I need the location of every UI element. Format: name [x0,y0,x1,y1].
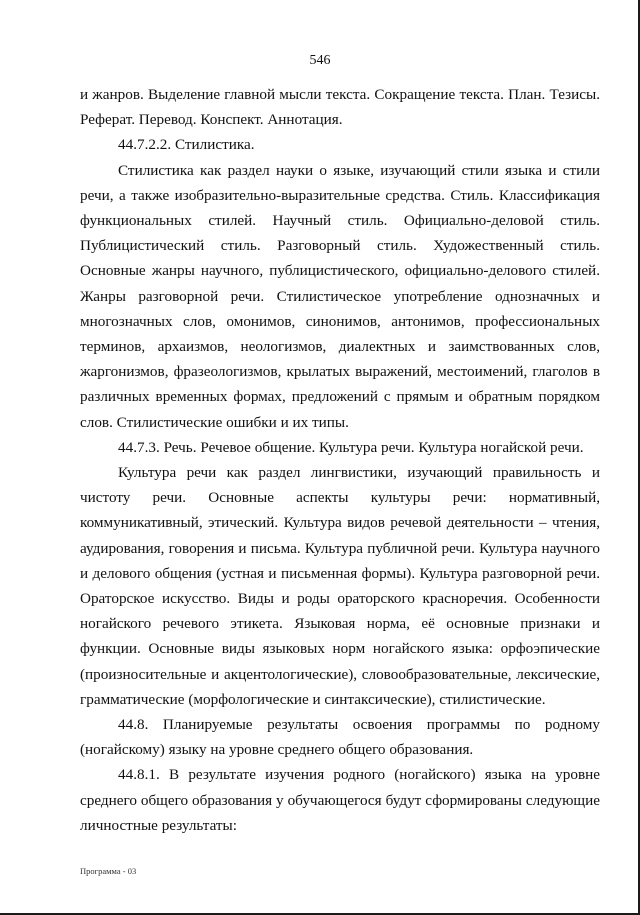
paragraph-planned-results: 44.8. Планируемые результаты освоения программы по родному (ногайскому) языку на уровне среднего общего образования. [80,716,600,759]
page-number: 546 [309,53,331,68]
paragraph-continuation: и жанров. Выделение главной мысли текста. Сокращение текста. План. Тезисы. Реферат. Перевод. Конспект. Аннотация. [80,86,600,129]
paragraph-personal-results: 44.8.1. В результате изучения родного (ногайского) языка на уровне среднего общего образования у обучающегося будут сформированы следующие личностные результаты: [80,766,600,834]
footer-label: Программа - 03 [80,866,137,876]
section-heading-speech-culture: 44.7.3. Речь. Речевое общение. Культура речи. Культура ногайской речи. [118,438,584,456]
paragraph-stylistics: Стилистика как раздел науки о языке, изучающий стили языка и стили речи, а также изобразительно-выразительные средства. Стиль. Классификация функциональных стилей. Научный стиль. Официально-деловой стиль. Публицистический стиль. Разговорный стиль. Художественный стиль. Основные жанры научного, публицистического, официально-делового стилей. Жанры разговорной речи. Стилистическое употребление однозначных и многозначных слов, омонимов, синонимов, антонимов, профессиональных терминов, архаизмов, неологизмов, диалектных и заимствованных слов, жаргонизмов, фразеологизмов, крылатых выражений, местоимений, глаголов в различных временных формах, предложений с прямым и обратным порядком слов. Стилистические ошибки и их типы. [80,161,600,431]
document-body [80,82,600,838]
paragraph-speech-culture: Культура речи как раздел лингвистики, изучающий правильность и чистоту речи. Основные аспекты культуры речи: нормативный, коммуникативный, этический. Культура видов речевой деятельности – чтения, аудирования, говорения и письма. Культура публичной речи. Культура научного и делового общения (устная и письменная формы). Культура разговорной речи. Ораторское искусство. Виды и роды ораторского красноречия. Особенности ногайского речевого этикета. Языковая норма, её основные признаки и функции. Основные виды языковых норм ногайского языка: орфоэпические (произносительные и акцентологические), словообразовательные, лексические, грамматические (морфологические и синтаксические), стилистические. [80,464,600,708]
section-heading-stylistics: 44.7.2.2. Стилистика. [118,136,255,154]
